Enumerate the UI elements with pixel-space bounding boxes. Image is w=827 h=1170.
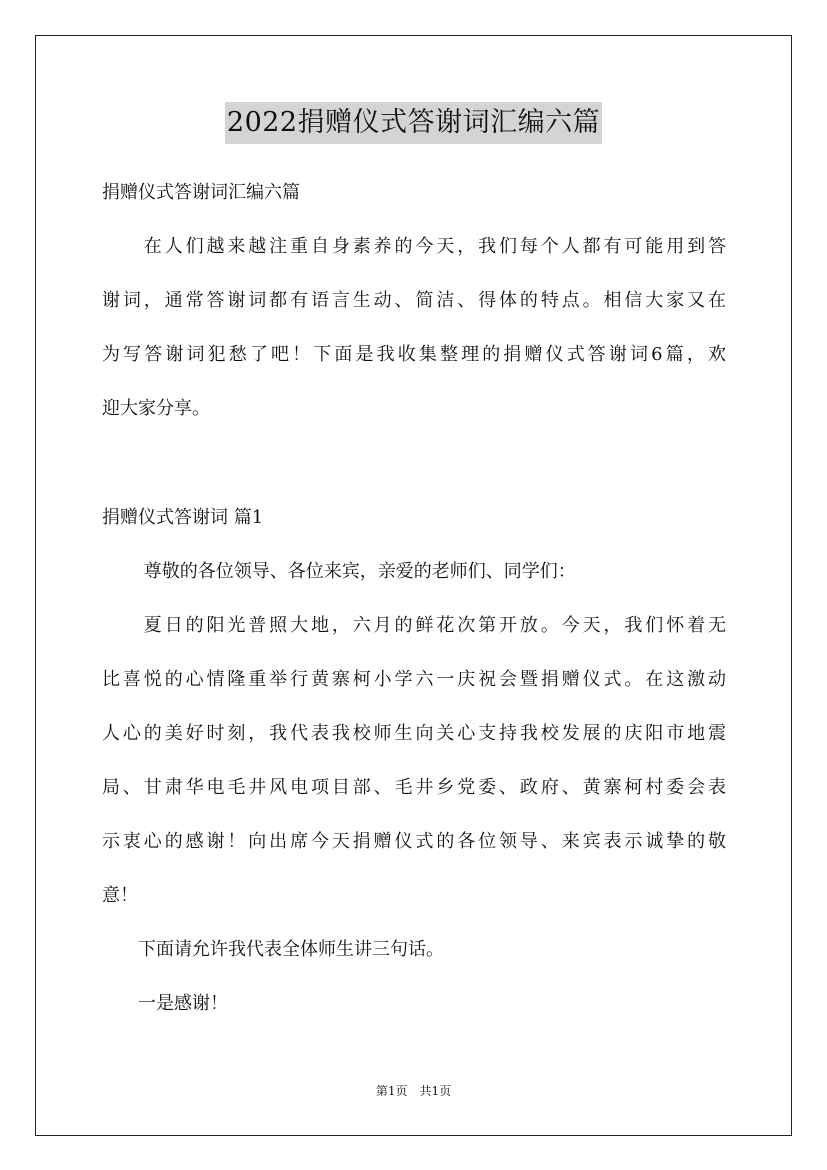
- body-line-1: 夏日的阳光普照大地，六月的鲜花次第开放。今天，我们怀着无: [102, 615, 726, 636]
- intro-line-3: 为写答谢词犯愁了吧！下面是我收集整理的捐赠仪式答谢词6篇，欢: [102, 344, 726, 365]
- body-line-3: 人心的美好时刻，我代表我校师生向关心支持我校发展的庆阳市地震: [102, 723, 726, 744]
- paragraph-3: 一是感谢！: [102, 993, 228, 1014]
- body-line-2: 比喜悦的心情隆重举行黄寨柯小学六一庆祝会暨捐赠仪式。在这激动: [102, 669, 726, 690]
- page-footer: 第1页 共1页: [375, 1084, 452, 1098]
- document-title-wrap: [0, 102, 827, 144]
- document-subtitle: 捐赠仪式答谢词汇编六篇: [102, 182, 300, 203]
- intro-line-2: 谢词，通常答谢词都有语言生动、简洁、得体的特点。相信大家又在: [102, 290, 726, 311]
- section-heading: 捐赠仪式答谢词 篇1: [102, 507, 264, 528]
- intro-line-4: 迎大家分享。: [102, 398, 210, 419]
- body-line-6: 意！: [102, 885, 138, 906]
- body-line-4: 局、甘肃华电毛井风电项目部、毛井乡党委、政府、黄寨柯村委会表: [102, 777, 726, 798]
- document-title: 2022捐赠仪式答谢词汇编六篇: [225, 102, 602, 144]
- paragraph-2: 下面请允许我代表全体师生讲三句话。: [102, 939, 444, 960]
- intro-line-1: 在人们越来越注重自身素养的今天，我们每个人都有可能用到答: [102, 236, 726, 257]
- salutation: 尊敬的各位领导、各位来宾，亲爱的老师们、同学们：: [102, 561, 576, 582]
- body-line-5: 示衷心的感谢！向出席今天捐赠仪式的各位领导、来宾表示诚挚的敬: [102, 831, 726, 852]
